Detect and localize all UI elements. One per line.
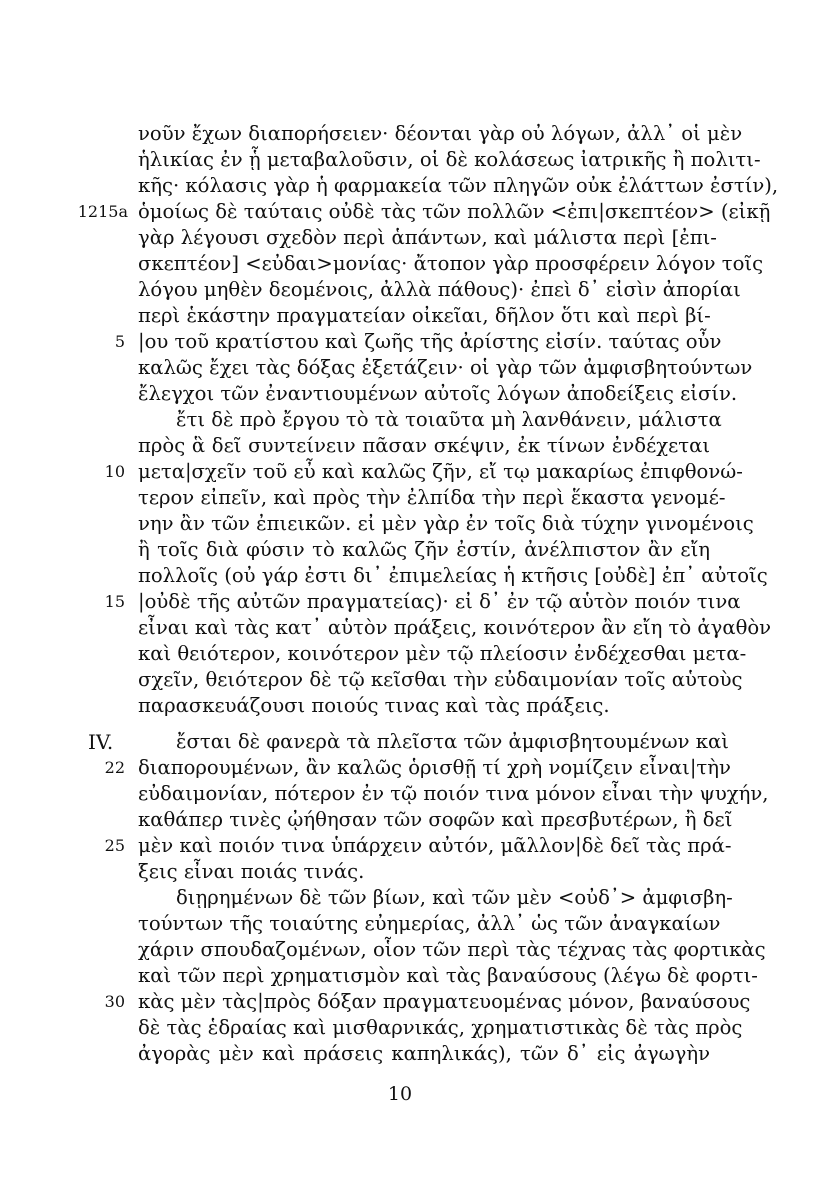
line-number: 22 [104, 758, 125, 777]
text-line: μὲν καὶ ποιόν τινα ὑπάρχειν αὐτόν, μᾶλλον|δὲ δεῖ τὰς πρά- [138, 834, 732, 857]
page-number: 10 [387, 1083, 413, 1105]
text-line: διῃρημένων δὲ τῶν βίων, καὶ τῶν μὲν <οὐδ᾽> ἀμφισβη- [176, 886, 733, 909]
text-line: μετα|σχεῖν τοῦ εὖ καὶ καλῶς ζῆν, εἴ τῳ μακαρίως ἐπιφθονώ- [138, 460, 743, 483]
text-line: καὶ θειότερον, κοινότερον μὲν τῷ πλείοσιν ἐνδέχεσθαι μετα- [138, 642, 747, 665]
line-number: 25 [104, 836, 125, 855]
text-line: ξεις εἶναι ποιάς τινάς. [138, 860, 365, 883]
chapter-number: IV. [88, 730, 114, 754]
text-line: κὰς μὲν τὰς|πρὸς δόξαν πραγματευομένας μόνον, βαναύσους [138, 990, 751, 1013]
text-line: καθάπερ τινὲς ᾠήθησαν τῶν σοφῶν καὶ πρεσβυτέρων, ἢ δεῖ [138, 808, 733, 831]
text-line: καλῶς ἔχει τὰς δόξας ἐξετάζειν· οἱ γὰρ τῶν ἀμφισβητούντων [138, 356, 753, 379]
text-line: εἶναι καὶ τὰς κατ᾽ αὑτὸν πράξεις, κοινότερον ἂν εἴη τὸ ἀγαθὸν [138, 616, 772, 639]
text-line: πρὸς ἃ δεῖ συντείνειν πᾶσαν σκέψιν, ἐκ τίνων ἐνδέχεται [138, 434, 710, 457]
text-line: σκεπτέον] <εὐδαι>μονίας· ἄτοπον γὰρ προσφέρειν λόγον τοῖς [138, 252, 764, 275]
text-line: περὶ ἑκάστην πραγματείαν οἰκεῖαι, δῆλον ὅτι καὶ περὶ βί- [138, 304, 711, 327]
line-number: 10 [104, 462, 125, 481]
text-line: ἔσται δὲ φανερὰ τὰ πλεῖστα τῶν ἀμφισβητουμένων καὶ [176, 730, 729, 753]
text-line: ἢ τοῖς διὰ φύσιν τὸ καλῶς ζῆν ἐστίν, ἀνέλπιστον ἂν εἴη [138, 538, 710, 561]
text-line: πολλοῖς (οὐ γάρ ἐστι δι᾽ ἐπιμελείας ἡ κτῆσις [οὐδὲ] ἐπ᾽ αὐτοῖς [138, 564, 768, 587]
text-line: διαπορουμένων, ἂν καλῶς ὁρισθῇ τί χρὴ νομίζειν εἶναι|τὴν [138, 756, 731, 779]
text-line: γὰρ λέγουσι σχεδὸν περὶ ἁπάντων, καὶ μάλιστα περὶ [ἐπι- [138, 226, 717, 249]
text-line: ἔλεγχοι τῶν ἐναντιουμένων αὐτοῖς λόγων ἀποδείξεις εἰσίν. [138, 382, 738, 405]
text-line: τερον εἰπεῖν, καὶ πρὸς τὴν ἐλπίδα τὴν περὶ ἕκαστα γενομέ- [138, 486, 726, 509]
text-line: δὲ τὰς ἑδραίας καὶ μισθαρνικάς, χρηματιστικὰς δὲ τὰς πρὸς [138, 1016, 743, 1039]
text-line: χάριν σπουδαζομένων, οἷον τῶν περὶ τὰς τέχνας τὰς φορτικὰς [138, 938, 766, 961]
text-line: ἔτι δὲ πρὸ ἔργου τὸ τὰ τοιαῦτα μὴ λανθάνειν, μάλιστα [176, 408, 722, 431]
text-line: ὁμοίως δὲ ταύταις οὐδὲ τὰς τῶν πολλῶν <ἐπι|σκεπτέον> (εἰκῇ [138, 200, 771, 223]
text-line: νοῦν ἔχων διαπορήσειεν· δέονται γὰρ οὐ λόγων, ἀλλ᾽ οἱ μὲν [138, 122, 743, 145]
text-line: λόγου μηθὲν δεομένοις, ἀλλὰ πάθους)· ἐπεὶ δ᾽ εἰσὶν ἀπορίαι [138, 278, 741, 301]
bekker-reference: 1215a [77, 202, 128, 221]
line-number: 30 [104, 992, 125, 1011]
text-line: τούντων τῆς τοιαύτης εὐημερίας, ἀλλ᾽ ὡς τῶν ἀναγκαίων [138, 912, 721, 935]
text-line: |οὐδὲ τῆς αὐτῶν πραγματείας)· εἰ δ᾽ ἐν τῷ αὑτὸν ποιόν τινα [138, 590, 741, 613]
line-number: 5 [114, 332, 125, 351]
text-line: καὶ τῶν περὶ χρηματισμὸν καὶ τὰς βαναύσους (λέγω δὲ φορτι- [138, 964, 758, 987]
text-line: σχεῖν, θειότερον δὲ τῷ κεῖσθαι τὴν εὐδαιμονίαν τοῖς αὑτοὺς [138, 668, 743, 691]
text-line: ἡλικίας ἐν ᾗ μεταβαλοῦσιν, οἱ δὲ κολάσεως ἰατρικῆς ἢ πολιτι- [138, 148, 761, 171]
line-number: 15 [104, 592, 125, 611]
text-line: ἀγορὰς μὲν καὶ πράσεις καπηλικάς), τῶν δ᾽ εἰς ἀγωγὴν [138, 1042, 710, 1065]
text-line: νην ἂν τῶν ἐπιεικῶν. εἰ μὲν γὰρ ἐν τοῖς διὰ τύχην γινομένοις [138, 512, 754, 535]
text-line: εὐδαιμονίαν, πότερον ἐν τῷ ποιόν τινα μόνον εἶναι τὴν ψυχήν, [138, 782, 769, 805]
text-line: κῆς· κόλασις γὰρ ἡ φαρμακεία τῶν πληγῶν οὐκ ἐλάττων ἐστίν), [138, 174, 779, 197]
text-line: |ου τοῦ κρατίστου καὶ ζωῆς τῆς ἀρίστης εἰσίν. ταύτας οὖν [138, 330, 722, 353]
text-line: παρασκευάζουσι ποιούς τινας καὶ τὰς πράξεις. [138, 694, 610, 717]
